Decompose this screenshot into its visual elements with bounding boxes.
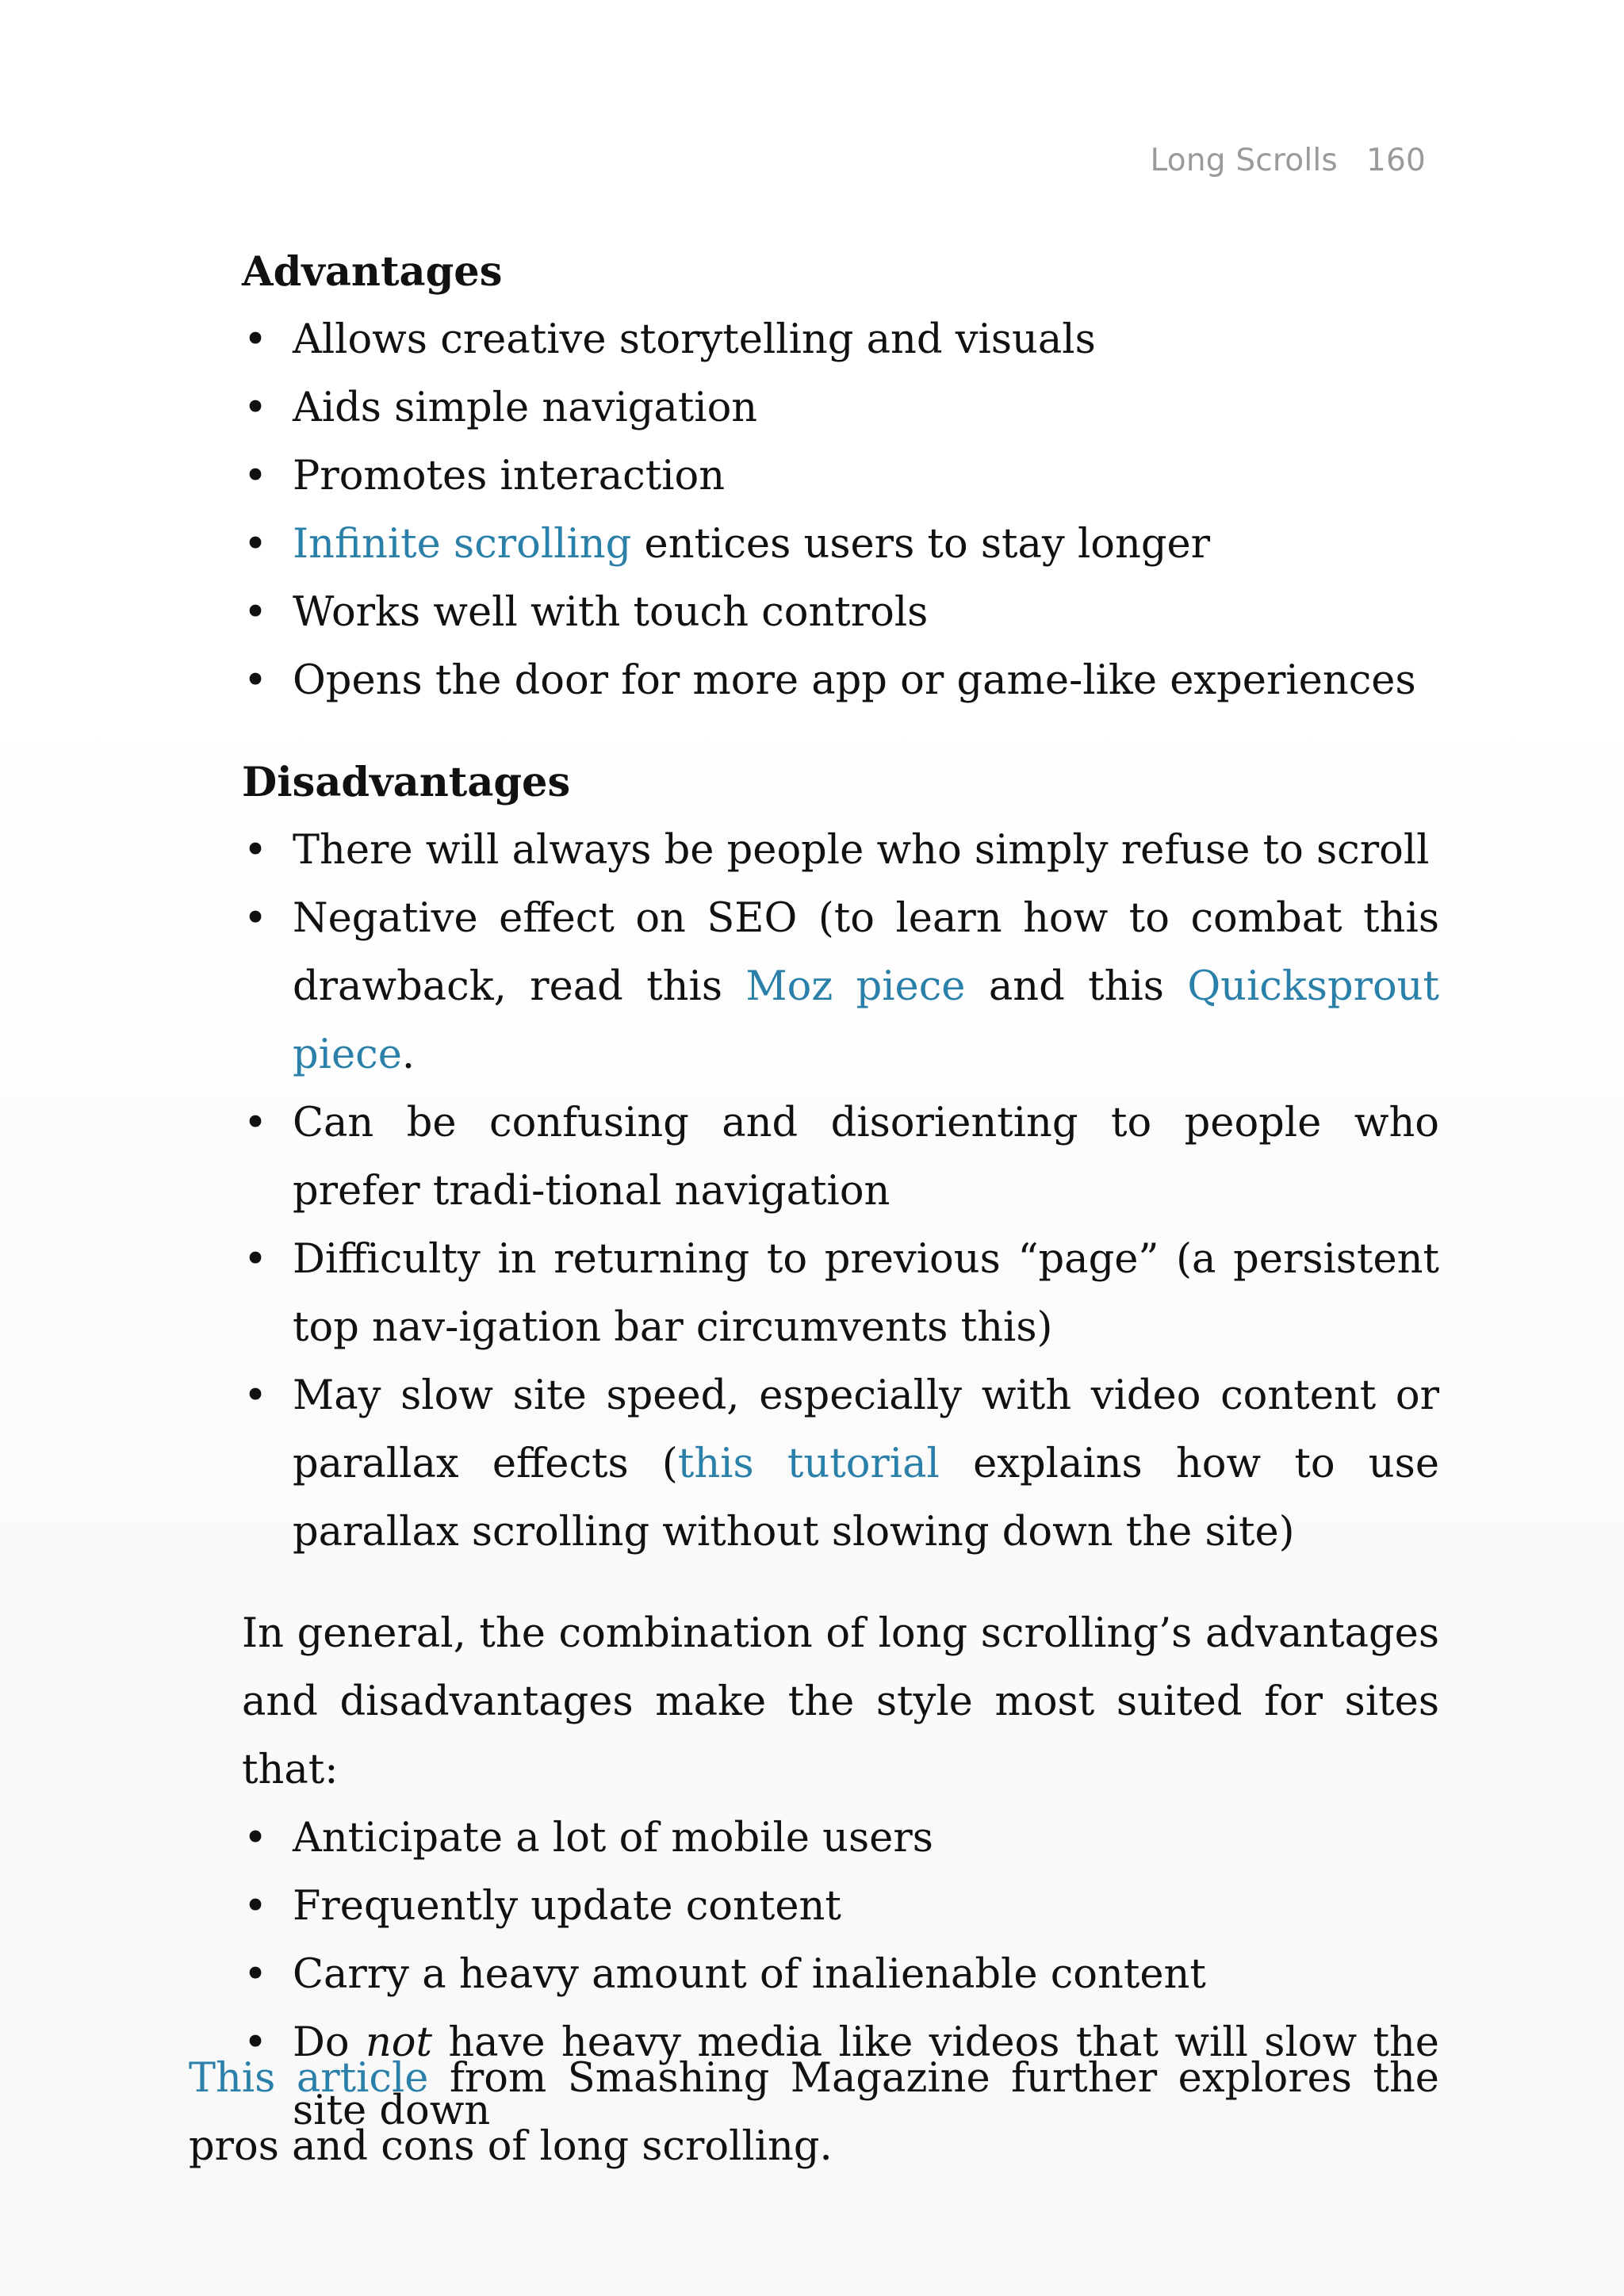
list-item: • Opens the door for more app or game-like experiences: [242, 647, 1439, 715]
chapter-title: Long Scrolls: [1150, 143, 1338, 178]
list-item: • May slow site speed, especially with video content or parallax effects (this tutorial explains how to use parallax scrolling without slowing down the site): [242, 1362, 1439, 1567]
quicksprout-piece-link[interactable]: Quicksprout piece: [293, 963, 1440, 1078]
list-item: • Promotes interaction: [242, 442, 1439, 511]
main-content: [242, 238, 1439, 2145]
summary-paragraph: In general, the combination of long scrolling’s advantages and disadvantages make the style most suited for sites that:: [242, 1610, 1439, 1793]
list-item: • Carry a heavy amount of inalienable content: [242, 1941, 1439, 2009]
running-header: [1151, 143, 1426, 178]
list-item: • There will always be people who simply refuse to scroll: [242, 817, 1439, 885]
page-number: 160: [1365, 143, 1426, 178]
closing-paragraph: This article from Smashing Magazine further explores the pros and cons of long scrolling.: [189, 2055, 1439, 2170]
advantages-heading: Advantages: [242, 248, 503, 296]
disadvantages-list: [242, 817, 1439, 1567]
this-tutorial-link[interactable]: this tutorial: [677, 1441, 940, 1487]
advantages-list: [242, 306, 1439, 715]
list-item: • Frequently update content: [242, 1873, 1439, 1941]
this-article-link[interactable]: This article: [189, 2055, 429, 2102]
infinite-scrolling-link[interactable]: Infinite scrolling: [293, 521, 632, 568]
list-item: • Works well with touch controls: [242, 579, 1439, 647]
list-item: • Infinite scrolling entices users to stay longer: [242, 511, 1439, 579]
disadvantages-heading: Disadvantages: [242, 759, 571, 806]
list-item: • Do not have heavy media like videos that will slow the site down: [242, 2009, 1439, 2145]
spacer: [242, 1567, 1439, 1600]
list-item: • Anticipate a lot of mobile users: [242, 1804, 1439, 1873]
list-item: • Difficulty in returning to previous “page” (a persistent top nav-igation bar circumvents this): [242, 1226, 1439, 1362]
emphasis-not: not: [365, 2019, 432, 2066]
list-item: • Aids simple navigation: [242, 374, 1439, 442]
list-item: • Can be confusing and disorienting to people who prefer tradi-tional navigation: [242, 1089, 1439, 1226]
spacer: [242, 715, 1439, 748]
list-item: • Allows creative storytelling and visuals: [242, 306, 1439, 374]
moz-piece-link[interactable]: Moz piece: [745, 963, 966, 1010]
list-item: • Negative effect on SEO (to learn how to combat this drawback, read this Moz piece and this Quicksprout piece.: [242, 885, 1439, 1089]
